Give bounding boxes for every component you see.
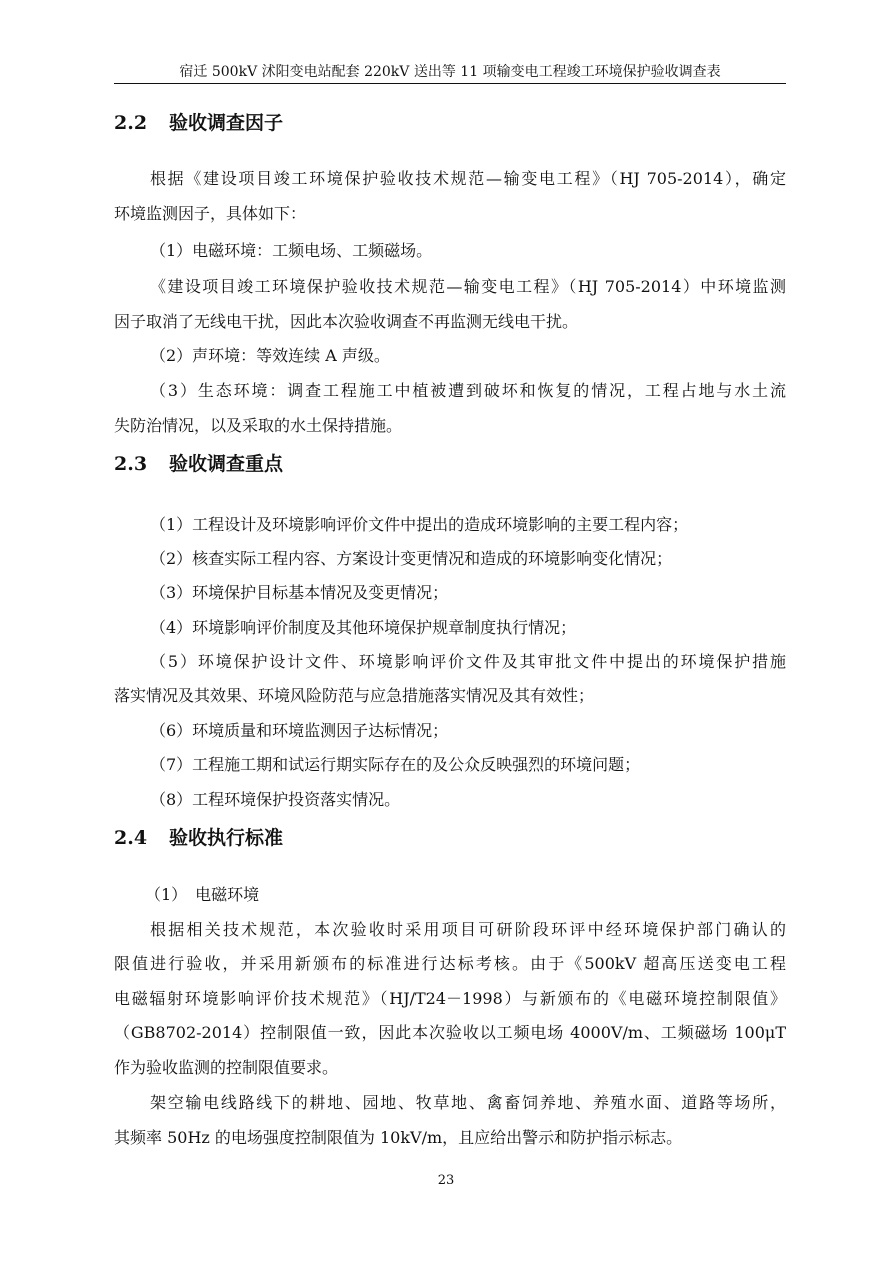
paragraph-line: 环境监测因子，具体如下： bbox=[114, 204, 307, 223]
list-item-continuation: 落实情况及其效果、环境风险防范与应急措施落实情况及其有效性； bbox=[114, 686, 595, 705]
section-title-text: 验收调查因子 bbox=[169, 112, 284, 134]
paragraph-line: （1）电磁环境：工频电场、工频磁场。 bbox=[150, 241, 433, 260]
section-title-text: 验收调查重点 bbox=[169, 453, 284, 475]
paragraph-line: （2）声环境：等效连续 A 声级。 bbox=[150, 346, 390, 365]
list-item: （7）工程施工期和试运行期实际存在的及公众反映强烈的环境问题； bbox=[150, 755, 641, 774]
paragraph-line: 架空输电线路线下的耕地、园地、牧草地、禽畜饲养地、养殖水面、道路等场所， bbox=[150, 1093, 786, 1112]
paragraph-line: 失防治情况，以及采取的水土保持措施。 bbox=[114, 416, 403, 435]
paragraph-line: 根据《建设项目竣工环境保护验收技术规范—输变电工程》（HJ 705-2014），确定 bbox=[150, 169, 786, 188]
paragraph-line: 根据相关技术规范，本次验收时采用项目可研阶段环评中经环境保护部门确认的 bbox=[150, 920, 786, 939]
section-title-text: 验收执行标准 bbox=[169, 827, 284, 849]
section-number: 2.4 bbox=[114, 827, 148, 849]
header-title: 宿迁 500kV 沭阳变电站配套 220kV 送出等 11 项输变电工程竣工环境保护验收调查表 bbox=[179, 64, 721, 80]
list-item: （5）环境保护设计文件、环境影响评价文件及其审批文件中提出的环境保护措施 bbox=[150, 652, 786, 671]
paragraph-line: 《建设项目竣工环境保护验收技术规范—输变电工程》（HJ 705-2014）中环境监测 bbox=[150, 277, 786, 296]
paragraph-line: 作为验收监测的控制限值要求。 bbox=[114, 1058, 339, 1077]
list-item: （8）工程环境保护投资落实情况。 bbox=[150, 790, 401, 809]
page-number: 23 bbox=[437, 1173, 455, 1188]
section-number: 2.3 bbox=[114, 453, 148, 475]
section-heading bbox=[114, 451, 283, 477]
subsection-heading: （1） 电磁环境 bbox=[145, 885, 260, 904]
section-heading bbox=[114, 825, 283, 851]
paragraph-line: 因子取消了无线电干扰，因此本次验收调查不再监测无线电干扰。 bbox=[114, 312, 579, 331]
paragraph-line: 限值进行验收，并采用新颁布的标准进行达标考核。由于《500kV 超高压送变电工程 bbox=[114, 954, 786, 973]
paragraph-line: （3）生态环境：调查工程施工中植被遭到破坏和恢复的情况，工程占地与水土流 bbox=[150, 381, 786, 400]
list-item: （4）环境影响评价制度及其他环境保护规章制度执行情况； bbox=[150, 618, 577, 637]
paragraph-line: 电磁辐射环境影响评价技术规范》（HJ/T24－1998）与新颁布的《电磁环境控制限值》 bbox=[114, 989, 786, 1008]
section-heading bbox=[114, 110, 283, 136]
section-number: 2.2 bbox=[114, 112, 148, 134]
list-item: （2）核查实际工程内容、方案设计变更情况和造成的环境影响变化情况； bbox=[150, 549, 673, 568]
paragraph-line: （GB8702-2014）控制限值一致，因此本次验收以工频电场 4000V/m、工频磁场 100μT bbox=[114, 1023, 786, 1042]
list-item: （6）环境质量和环境监测因子达标情况； bbox=[150, 721, 449, 740]
paragraph-line: 其频率 50Hz 的电场强度控制限值为 10kV/m，且应给出警示和防护指示标志。 bbox=[114, 1128, 683, 1147]
header-divider bbox=[114, 83, 786, 84]
list-item: （1）工程设计及环境影响评价文件中提出的造成环境影响的主要工程内容； bbox=[150, 515, 689, 534]
list-item: （3）环境保护目标基本情况及变更情况； bbox=[150, 583, 449, 602]
